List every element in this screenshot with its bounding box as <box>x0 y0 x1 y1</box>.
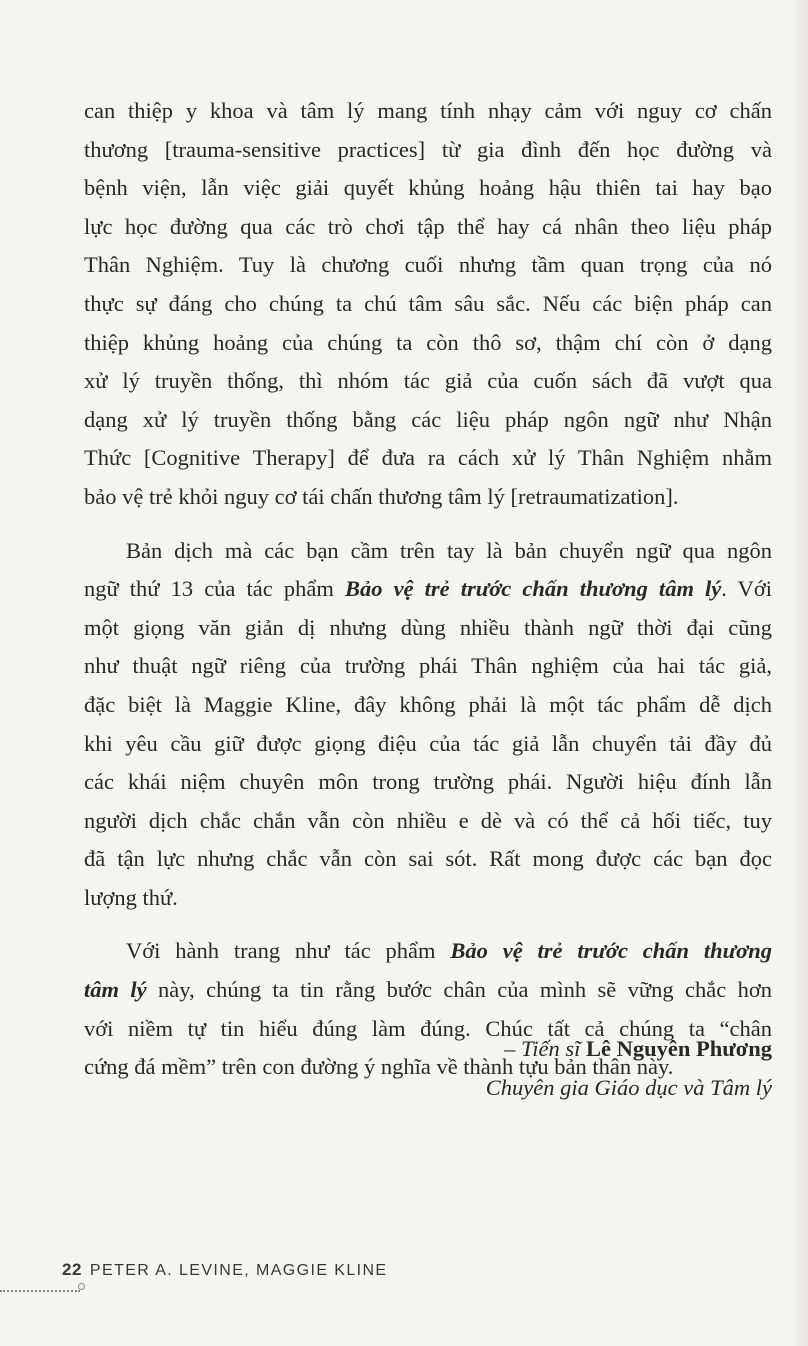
text-line: một giọng văn giản dị nhưng dùng nhiều thành ngữ thời đại cũng <box>84 614 772 640</box>
text-line: đã tận lực nhưng chắc vẫn còn sai sót. Rất mong được các bạn đọc <box>84 846 772 872</box>
paragraph-2 <box>84 532 772 918</box>
text-line: với niềm tự tin hiểu đúng làm đúng. Chúc tất cả chúng ta “chân <box>84 1015 772 1041</box>
text-line: thiệp khủng hoảng của chúng ta còn thô sơ, thậm chí còn ở dạng <box>84 329 772 355</box>
text-line: bảo vệ trẻ khỏi nguy cơ tái chấn thương tâm lý [retraumatization]. <box>84 483 679 509</box>
text-line: lượng thứ. <box>84 884 178 910</box>
text-line-with-title <box>84 932 772 971</box>
page-number: 22 <box>62 1260 82 1279</box>
signature-title: – Tiến sĩ <box>504 1036 586 1061</box>
signature-line <box>504 1036 772 1061</box>
text-line: các khái niệm chuyên môn trong trường phái. Người hiệu đính lẫn <box>84 769 772 795</box>
signature-role: Chuyên gia Giáo dục và Tâm lý <box>485 1074 772 1100</box>
signature-name: Lê Nguyên Phương <box>586 1036 772 1061</box>
text-line: xử lý truyền thống, thì nhóm tác giả của cuốn sách đã vượt qua <box>84 368 772 394</box>
text-line-with-title <box>84 971 772 1010</box>
running-footer-authors: PETER A. LEVINE, MAGGIE KLINE <box>89 1262 388 1279</box>
page-edge-shadow <box>790 0 808 1346</box>
text-line: thương [trauma-sensitive practices] từ gia đình đến học đường và <box>84 136 772 162</box>
book-title-emphasis: tâm lý <box>84 977 147 1003</box>
text-run: . Với <box>721 576 773 602</box>
footer-rule-end-circle <box>78 1283 85 1290</box>
text-line: can thiệp y khoa và tâm lý mang tính nhạy cảm với nguy cơ chấn <box>84 98 772 123</box>
text-line: như thuật ngữ riêng của trường phái Thân nghiệm của hai tác giả, <box>84 653 772 679</box>
paragraph-1 <box>84 92 772 517</box>
text-line: Thân Nghiệm. Tuy là chương cuối nhưng tầm quan trọng của nó <box>84 252 772 278</box>
text-line: khi yêu cầu giữ được giọng điệu của tác giả lẫn chuyển tải đầy đủ <box>84 730 772 756</box>
body-text <box>84 92 772 1087</box>
text-run: này, chúng ta tin rằng bước chân của mình sẽ vững chắc hơn <box>146 977 772 1003</box>
page-footer <box>62 1260 388 1280</box>
text-line: người dịch chắc chắn vẫn còn nhiều e dè và có thể cả hối tiếc, tuy <box>84 807 772 833</box>
text-line: Bản dịch mà các bạn cầm trên tay là bản chuyển ngữ qua ngôn <box>126 537 772 563</box>
text-line-with-title <box>84 570 772 609</box>
text-line: thực sự đáng cho chúng ta chú tâm sâu sắc. Nếu các biện pháp can <box>84 290 772 316</box>
text-run: Với hành trang như tác phẩm <box>126 938 451 964</box>
footer-dotted-rule <box>0 1286 80 1292</box>
text-line: Thức [Cognitive Therapy] để đưa ra cách xử lý Thân Nghiệm nhằm <box>84 445 772 471</box>
book-title-emphasis: Bảo vệ trẻ trước chấn thương <box>450 938 772 964</box>
text-run: ngữ thứ 13 của tác phẩm <box>84 576 345 602</box>
signature-block <box>486 1030 772 1107</box>
book-title-emphasis: Bảo vệ trẻ trước chấn thương tâm lý <box>344 576 722 602</box>
text-line: cứng đá mềm” trên con đường ý nghĩa về thành tựu bản thân này. <box>84 1054 674 1080</box>
text-line: dạng xử lý truyền thống bằng các liệu pháp ngôn ngữ như Nhận <box>84 406 772 432</box>
text-line: lực học đường qua các trò chơi tập thể hay cá nhân theo liệu pháp <box>84 213 772 239</box>
text-line: đặc biệt là Maggie Kline, đây không phải là một tác phẩm dễ dịch <box>84 691 772 717</box>
text-line: bệnh viện, lẫn việc giải quyết khủng hoảng hậu thiên tai hay bạo <box>84 175 772 201</box>
